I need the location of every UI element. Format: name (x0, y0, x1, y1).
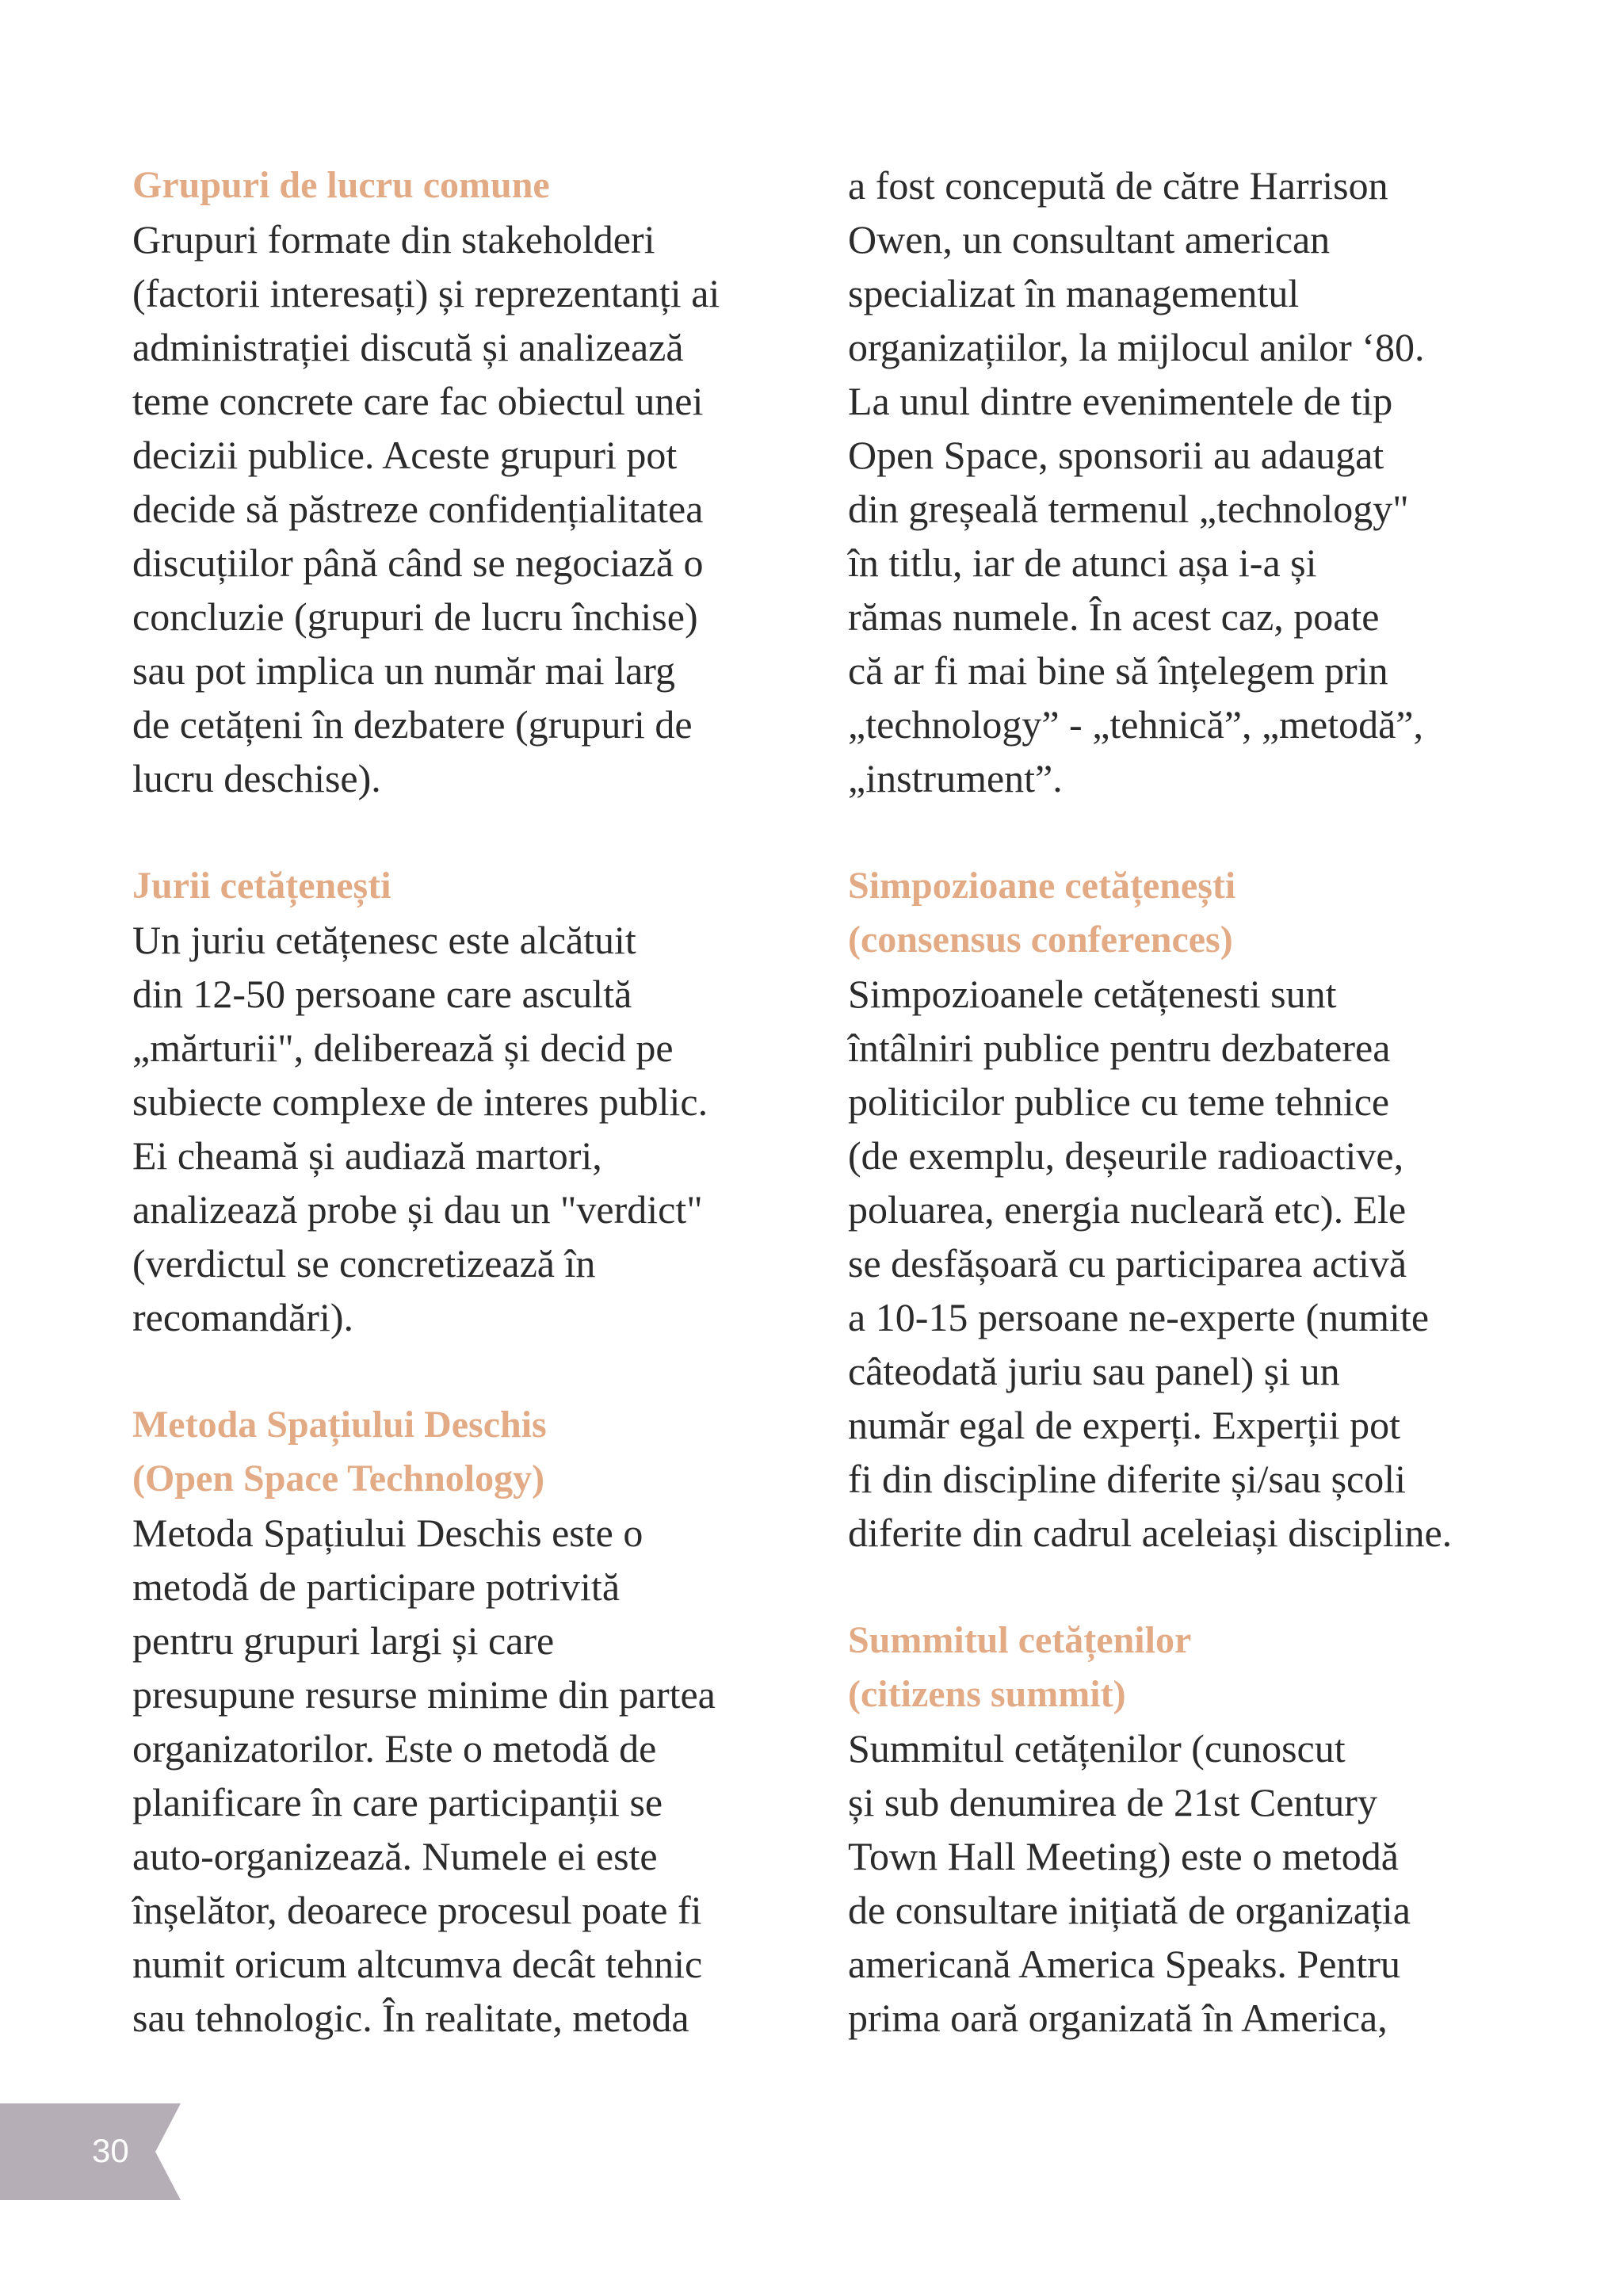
body-line: analizează probe și dau un "verdict" (132, 1187, 703, 1232)
section-jurii-cetatenesti (132, 859, 790, 1344)
heading-line: (citizens summit) (848, 1673, 1126, 1715)
body-line: rămas numele. În acest caz, poate (848, 594, 1380, 639)
body-line: Grupuri formate din stakeholderi (132, 217, 655, 262)
body-line: fi din discipline diferite și/sau școli (848, 1457, 1407, 1501)
right-column (848, 159, 1506, 2099)
body-line: (factorii interesați) și reprezentanți ai (132, 271, 720, 315)
body-line: decizii publice. Aceste grupuri pot (132, 433, 678, 477)
body-line: Metoda Spațiului Deschis este o (132, 1511, 643, 1555)
body-line: planificare în care participanții se (132, 1780, 663, 1824)
body-line: (de exemplu, deșeurile radioactive, (848, 1133, 1404, 1178)
heading-line: Simpozioane cetățenești (848, 865, 1236, 907)
section-heading (132, 859, 790, 913)
body-line: numit oricum altcumva decât tehnic (132, 1942, 703, 1986)
body-line: discuțiilor până când se negociază o (132, 541, 704, 585)
body-line: poluarea, energia nucleară etc). Ele (848, 1187, 1407, 1232)
body-line: înșelător, deoarece procesul poate fi (132, 1888, 702, 1932)
heading-line: Metoda Spațiului Deschis (132, 1404, 547, 1446)
section-open-space-continued (848, 159, 1506, 805)
body-line: „mărturii", deliberează și decid pe (132, 1026, 674, 1070)
body-line: din greșeală termenul „technology" (848, 487, 1409, 531)
body-line: organizațiilor, la mijlocul anilor ‘80. (848, 325, 1425, 369)
section-heading (848, 859, 1506, 967)
body-line: Summitul cetățenilor (cunoscut (848, 1726, 1346, 1771)
body-line: că ar fi mai bine să înțelegem prin (848, 648, 1388, 693)
section-summitul-cetatenilor (848, 1614, 1506, 2045)
body-line: „instrument”. (848, 756, 1063, 800)
section-heading (848, 1614, 1506, 1721)
body-line: Owen, un consultant american (848, 217, 1331, 262)
body-line: din 12-50 persoane care ascultă (132, 972, 632, 1016)
body-line: de cetățeni în dezbatere (grupuri de (132, 702, 693, 747)
body-line: specializat în managementul (848, 271, 1300, 315)
body-line: a fost concepută de către Harrison (848, 163, 1388, 208)
body-line: (verdictul se concretizează în (132, 1241, 596, 1286)
body-line: subiecte complexe de interes public. (132, 1079, 708, 1124)
section-body (848, 1721, 1506, 2045)
body-line: metodă de participare potrivită (132, 1564, 621, 1609)
body-line: La unul dintre evenimentele de tip (848, 379, 1393, 423)
body-line: lucru deschise). (132, 756, 381, 800)
heading-line: Grupuri de lucru comune (132, 164, 550, 206)
body-line: număr egal de experți. Experții pot (848, 1403, 1400, 1447)
heading-line: Summitul cetățenilor (848, 1619, 1192, 1661)
heading-line: Jurii cetățenești (132, 865, 391, 907)
heading-line: (consensus conferences) (848, 919, 1233, 961)
body-line: sau pot implica un număr mai larg (132, 648, 676, 693)
body-line: organizatorilor. Este o metodă de (132, 1726, 657, 1771)
body-line: pentru grupuri largi și care (132, 1618, 555, 1663)
body-line: recomandări). (132, 1295, 354, 1339)
body-line: politicilor publice cu teme tehnice (848, 1079, 1390, 1124)
body-line: a 10-15 persoane ne-experte (numite (848, 1295, 1430, 1339)
body-line: și sub denumirea de 21st Century (848, 1780, 1377, 1824)
section-body (848, 967, 1506, 1560)
body-line: concluzie (grupuri de lucru închise) (132, 594, 698, 639)
body-line: câteodată juriu sau panel) și un (848, 1349, 1340, 1393)
body-line: Simpozioanele cetățenesti sunt (848, 972, 1337, 1016)
heading-line: (Open Space Technology) (132, 1457, 545, 1499)
body-line: de consultare inițiată de organizația (848, 1888, 1411, 1932)
section-body (132, 212, 790, 805)
body-line: Town Hall Meeting) este o metodă (848, 1834, 1399, 1878)
page-number: 30 (92, 2132, 129, 2169)
page-number-tab (0, 2103, 181, 2200)
section-heading (132, 1398, 790, 1506)
section-body (132, 913, 790, 1344)
section-body (132, 1506, 790, 2045)
body-line: decide să păstreze confidențialitatea (132, 487, 704, 531)
body-line: teme concrete care fac obiectul unei (132, 379, 704, 423)
body-line: auto-organizează. Numele ei este (132, 1834, 658, 1878)
body-line: presupune resurse minime din partea (132, 1672, 716, 1717)
body-line: „technology” - „tehnică”, „metodă”, (848, 702, 1424, 747)
body-line: în titlu, iar de atunci așa i-a și (848, 541, 1317, 585)
body-line: diferite din cadrul aceleiași discipline. (848, 1511, 1453, 1555)
body-line: Ei cheamă și audiază martori, (132, 1133, 602, 1178)
body-line: americană America Speaks. Pentru (848, 1942, 1400, 1986)
body-line: Open Space, sponsorii au adaugat (848, 433, 1384, 477)
section-metoda-spatiului-deschis (132, 1398, 790, 2045)
body-line: prima oară organizată în America, (848, 1996, 1388, 2040)
section-body (848, 159, 1506, 805)
section-simpozioane-cetatenesti (848, 859, 1506, 1560)
body-line: Un juriu cetățenesc este alcătuit (132, 918, 636, 962)
left-column (132, 159, 790, 2099)
section-heading (132, 159, 790, 212)
body-line: se desfășoară cu participarea activă (848, 1241, 1407, 1286)
body-line: administrației discută și analizează (132, 325, 684, 369)
body-line: sau tehnologic. În realitate, metoda (132, 1996, 689, 2040)
body-line: întâlniri publice pentru dezbaterea (848, 1026, 1391, 1070)
section-grupuri-de-lucru (132, 159, 790, 805)
